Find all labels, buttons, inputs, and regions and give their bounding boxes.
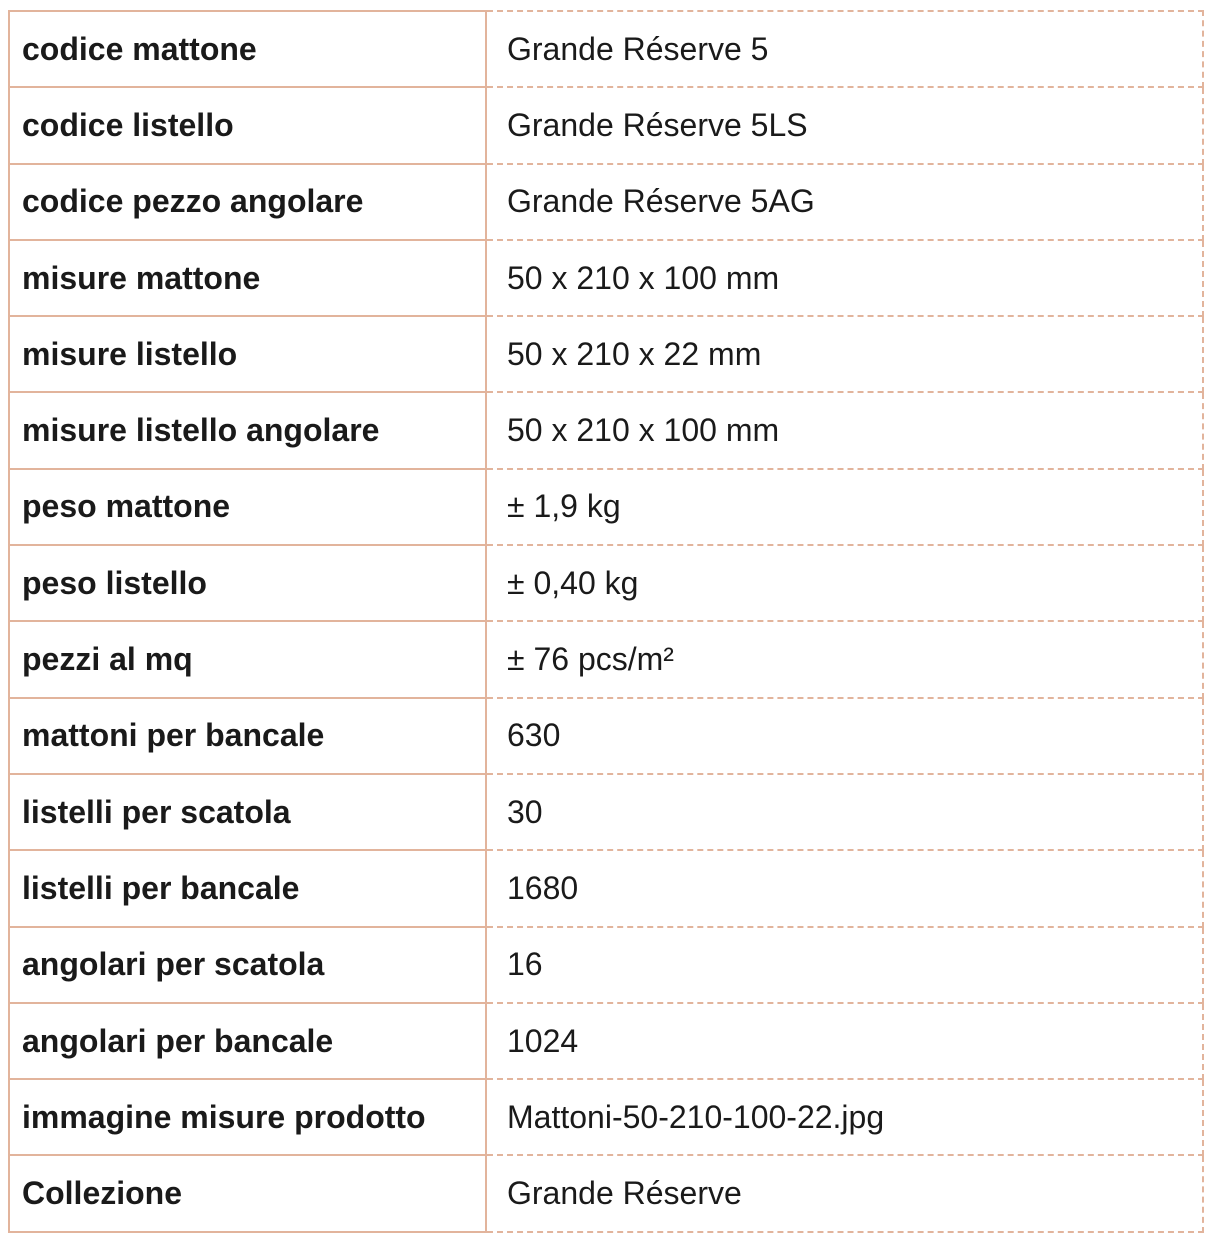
table-row: [9, 545, 1203, 621]
spec-value: 30: [486, 774, 1203, 850]
spec-label: mattoni per bancale: [9, 698, 486, 774]
table-row: [9, 1003, 1203, 1079]
spec-label: misure listello: [9, 316, 486, 392]
spec-label: codice listello: [9, 87, 486, 163]
product-spec-table: [8, 10, 1204, 1233]
spec-label: peso mattone: [9, 469, 486, 545]
table-row: [9, 927, 1203, 1003]
table-row: [9, 1155, 1203, 1231]
spec-value: ± 1,9 kg: [486, 469, 1203, 545]
spec-value: Grande Réserve 5AG: [486, 164, 1203, 240]
spec-value: 50 x 210 x 100 mm: [486, 392, 1203, 468]
table-row: [9, 774, 1203, 850]
spec-label: codice mattone: [9, 11, 486, 87]
spec-label: misure listello angolare: [9, 392, 486, 468]
table-row: [9, 164, 1203, 240]
spec-value: 50 x 210 x 22 mm: [486, 316, 1203, 392]
spec-value: 16: [486, 927, 1203, 1003]
table-row: [9, 698, 1203, 774]
table-row: [9, 11, 1203, 87]
table-row: [9, 1079, 1203, 1155]
spec-value: Grande Réserve 5LS: [486, 87, 1203, 163]
spec-value: 50 x 210 x 100 mm: [486, 240, 1203, 316]
spec-label: Collezione: [9, 1155, 486, 1231]
spec-label: misure mattone: [9, 240, 486, 316]
table-row: [9, 621, 1203, 697]
spec-value-collection-link[interactable]: Grande Réserve: [486, 1155, 1203, 1231]
table-row: [9, 850, 1203, 926]
spec-label: listelli per bancale: [9, 850, 486, 926]
table-row: [9, 316, 1203, 392]
spec-label: immagine misure prodotto: [9, 1079, 486, 1155]
spec-value: Grande Réserve 5: [486, 11, 1203, 87]
spec-value: ± 0,40 kg: [486, 545, 1203, 621]
spec-label: angolari per bancale: [9, 1003, 486, 1079]
spec-value: 1680: [486, 850, 1203, 926]
spec-value: ± 76 pcs/m²: [486, 621, 1203, 697]
table-row: [9, 240, 1203, 316]
spec-label: angolari per scatola: [9, 927, 486, 1003]
table-row: [9, 469, 1203, 545]
spec-label: pezzi al mq: [9, 621, 486, 697]
table-row: [9, 392, 1203, 468]
spec-value: 1024: [486, 1003, 1203, 1079]
spec-label: peso listello: [9, 545, 486, 621]
table-row: [9, 87, 1203, 163]
spec-value-image-link[interactable]: Mattoni-50-210-100-22.jpg: [486, 1079, 1203, 1155]
spec-value: 630: [486, 698, 1203, 774]
spec-label: codice pezzo angolare: [9, 164, 486, 240]
spec-label: listelli per scatola: [9, 774, 486, 850]
